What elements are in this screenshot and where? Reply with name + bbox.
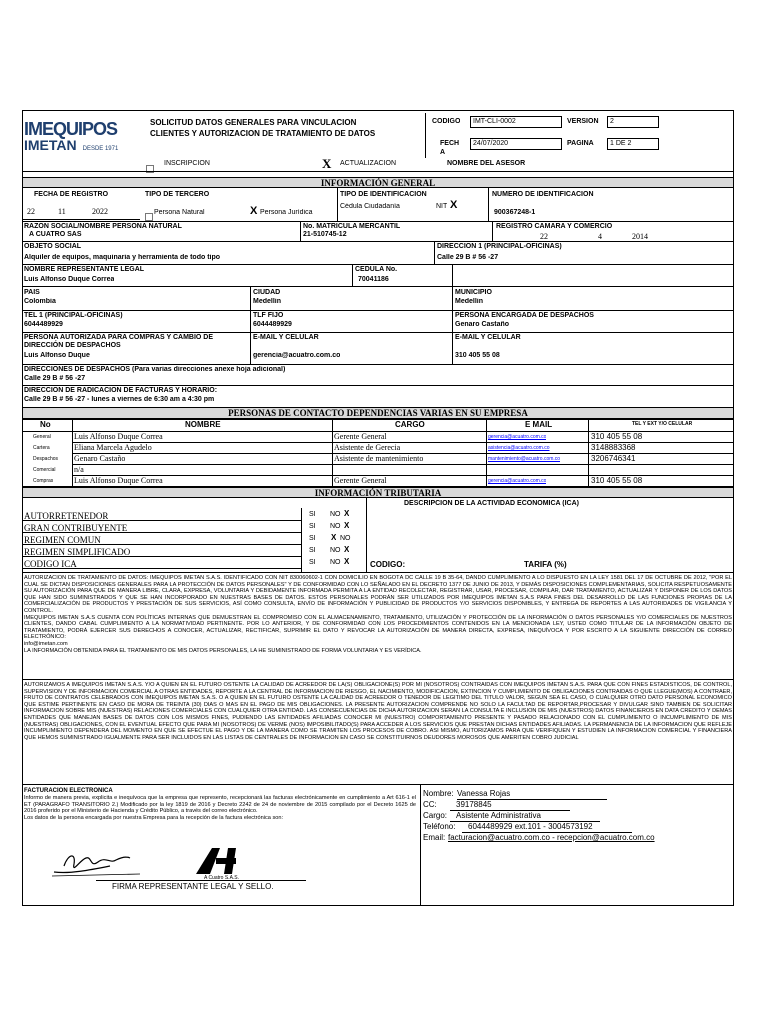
fe-email-value[interactable]: facturacion@acuatro.com.co - recepcion@acuatro.com.co bbox=[448, 833, 655, 842]
facturacion-title: FACTURACION ELECTRONICA bbox=[24, 788, 113, 794]
fecha-dia: 22 bbox=[27, 207, 35, 216]
contact-email[interactable]: gerencia@acuatro.com.co bbox=[488, 478, 547, 484]
logo-sub: IMETAN bbox=[24, 137, 77, 153]
contact-dep: Compras bbox=[33, 478, 54, 484]
representante-label: NOMBRE REPRESENTANTE LEGAL bbox=[24, 266, 145, 273]
contact-dep: Cartera bbox=[33, 445, 50, 451]
tlf-fijo-value: 6044489929 bbox=[253, 321, 292, 328]
trib-row-line bbox=[22, 532, 302, 533]
company-stamp bbox=[192, 844, 252, 880]
company-logo bbox=[24, 120, 134, 158]
municipio-label: MUNICIPIO bbox=[455, 289, 492, 296]
direccion1-label: DIRECCIÓN 1 (PRINCIPAL-OFICINAS) bbox=[437, 243, 562, 250]
contact-nombre: Luis Alfonso Duque Correa bbox=[74, 432, 163, 441]
matricula-label: No. MATRICULA MERCANTIL bbox=[303, 223, 401, 230]
contact-dep: General bbox=[33, 434, 51, 440]
codigo-label: CODIGO bbox=[432, 118, 461, 125]
cedula-no-label: CEDULA No. bbox=[355, 266, 398, 273]
legal-para-1: AUTORIZACIÓN DE TRATAMIENTO DE DATOS: IMEQUIPOS IMETAN S.A.S. IDENTIFICADO CON NIT 830060602-1 CON DOMICILIO EN BOGOTÁ DC CALLE 19 B 35-64, DANDO CUMPLIMIENTO A LO DISPUESTO EN LA LEY 1581 DEL 17 DE OCTUBRE DE 2012, "POR EL CUAL SE DICTAN DISPOSICIONES GENERALES PARA LA PROTECCIÓN DE DATOS PERSONALES" Y DE CONFORMIDAD CON LO SEÑALADO EN EL DECRETO 1377 DE JUNIO DE 2013, Y DEMÁS DISPOSICIONES COMPLEMENTARIAS, SOLICITA RESPETUOSAMENTE SU AUTORIZACIÓN PARA QUE DE MANERA LIBRE, CLARA, EXPRESA, VOLUNTARIA Y DEBIDAMENTE INFORMADA PERMITA A LA ENTIDAD RECOLECTAR, REGISTRAR, USAR, PROCESAR, COMPILAR, DAR TRATAMIENTO, ACTUALIZAR Y DISPONER DE LOS DATOS QUE HAN SIDO SUMINISTRADOS Y QUE SE HAN INCORPORADO EN NUESTRAS BASES DE DATOS. ESTOS PERSONALES PODRÁN SER UTILIZADOS POR IMEQUIPOS IMETAN S.A.S PARA FINES DEL DESARROLLO DE LAS FUNCIONES PROPIAS DE LA COMERCIALIZACIÓN DE PRODUCTOS Y PRESTACIÓN DE SUS SERVICIOS, ASÍ COMO CONSULTA, ENVÍO DE INFORMACIÓN Y PUBLICIDAD DE PRODUCTOS Y/O SERVICIOS DISPONIBLES, Y ENTREGA DE REPORTES A LAS AUTORIDADES DE VIGILANCIA Y CONTROL. bbox=[24, 575, 732, 614]
trib-mark[interactable]: X bbox=[344, 510, 350, 518]
fe-email-label: Email: bbox=[423, 833, 446, 842]
pagina-value: 1 DE 2 bbox=[607, 138, 659, 150]
trib-row-line bbox=[22, 544, 302, 545]
fecha-mes: 11 bbox=[58, 207, 66, 216]
trib-row-line bbox=[22, 520, 302, 521]
persona-juridica-mark[interactable]: X bbox=[250, 205, 258, 217]
email1-label: E-MAIL Y CELULAR bbox=[253, 334, 319, 341]
pagina-label: PAGINA bbox=[567, 140, 594, 147]
inscripcion-label: INSCRIPCIÓN bbox=[164, 160, 210, 167]
contact-cargo: Asistente de mantenimiento bbox=[334, 454, 424, 463]
form-title-line1: SOLICITUD DATOS GENERALES PARA VINCULACION bbox=[150, 118, 357, 127]
inscripcion-checkbox[interactable] bbox=[146, 160, 154, 178]
pais-label: PAIS bbox=[24, 289, 40, 296]
contact-email[interactable]: mantenimiento@acuatro.com.co bbox=[488, 456, 561, 462]
contact-row-divider bbox=[72, 475, 734, 476]
svg-text:A Cuatro S.A.S.: A Cuatro S.A.S. bbox=[204, 875, 240, 880]
trib-si: SI bbox=[309, 559, 316, 566]
representante-value: Luis Alfonso Duque Correa bbox=[24, 276, 115, 283]
contact-nombre: Eliana Marcela Agudelo bbox=[74, 443, 152, 452]
version-label: VERSION bbox=[567, 118, 599, 125]
objeto-label: OBJETO SOCIAL bbox=[24, 243, 82, 250]
form-title-line2: CLIENTES Y AUTORIZACION DE TRATAMIENTO DE DATOS bbox=[150, 129, 376, 138]
logo-since: DESDE 1971 bbox=[82, 146, 119, 152]
despachos-label: PERSONA ENCARGADA DE DESPACHOS bbox=[455, 312, 594, 319]
firma-label: FIRMA REPRESENTANTE LEGAL Y SELLO. bbox=[112, 882, 274, 891]
trib-si: SI bbox=[309, 535, 316, 542]
razon-value: A CUATRO SAS bbox=[29, 231, 82, 238]
fe-nombre-value: Vanessa Rojas bbox=[457, 789, 607, 800]
contact-cargo: Asistente de Gerecia bbox=[334, 443, 401, 452]
trib-si: SI bbox=[309, 523, 316, 530]
persona-natural-label: Persona Natural bbox=[154, 209, 205, 216]
general-section-title: INFORMACIÓN GENERAL bbox=[22, 177, 734, 188]
trib-mark[interactable]: X bbox=[344, 522, 350, 530]
fe-cc-value: 39178845 bbox=[450, 800, 570, 811]
nit-mark[interactable]: X bbox=[450, 199, 458, 211]
trib-label: CODIGO ICA bbox=[24, 559, 77, 569]
trib-mark[interactable]: X bbox=[331, 534, 337, 542]
asesor-label: NOMBRE DEL ASESOR bbox=[447, 160, 526, 167]
dir-despachos-value: Calle 29 B # 56 -27 bbox=[24, 375, 86, 382]
fe-nombre-label: Nombre: bbox=[423, 789, 454, 798]
trib-si: SI bbox=[309, 547, 316, 554]
persona-juridica-label: Persona Jurídica bbox=[260, 209, 313, 216]
registro-label: REGISTRO CAMARA Y COMERCIO bbox=[496, 223, 613, 230]
codigo-value: IMT-CLI-0002 bbox=[470, 116, 562, 128]
registro-anio: 2014 bbox=[632, 232, 648, 241]
pais-value: Colombia bbox=[24, 298, 56, 305]
contact-cargo: Gerente General bbox=[334, 432, 387, 441]
facturacion-text-1: Informo de manera previa, explicita e inequívoca que la empresa que represento, recepcionará las facturas electrónicamente en cumplimiento a Art 616-1 el ET (PARAGRAFO TRANSITORIO 2.) Modificado por la ley 1819 de 2016 y Decreto 2242 de 24 de noviembre de 2015 compilado por el Decreto 1625 de 2016 proferido por el Ministerio de Hacienda y Crédito Público, a través del correo electrónico. bbox=[24, 795, 416, 815]
trib-si: SI bbox=[309, 511, 316, 518]
trib-row-line bbox=[22, 556, 302, 557]
registro-dia: 22 bbox=[540, 232, 548, 241]
trib-row-line bbox=[22, 568, 302, 569]
facturacion-text bbox=[24, 795, 416, 839]
col-tel: TEL Y EXT Y/O CELULAR bbox=[632, 421, 693, 427]
tel1-value: 6044489929 bbox=[24, 321, 63, 328]
registro-mes: 4 bbox=[598, 232, 602, 241]
trib-no: NO bbox=[330, 559, 341, 566]
trib-no: NO bbox=[330, 511, 341, 518]
contact-tel: 310 405 55 08 bbox=[591, 476, 643, 485]
cedula-no-value: 70041186 bbox=[358, 276, 389, 283]
nit-label: NIT bbox=[436, 203, 448, 210]
contact-tel: 310 405 55 08 bbox=[591, 432, 643, 441]
trib-label: REGIMEN COMUN bbox=[24, 535, 101, 545]
contact-cargo: Gerente General bbox=[334, 476, 387, 485]
tipo-id-label: TIPO DE IDENTIFICACIÓN bbox=[340, 191, 427, 198]
actualizacion-label: ACTUALIZACIÓN bbox=[340, 160, 397, 167]
fecha-registro-label: FECHA DE REGISTRO bbox=[34, 191, 109, 198]
contact-dep: Comercial bbox=[33, 467, 56, 473]
num-id-label: NUMERO DE IDENTIFICACIÓN bbox=[492, 191, 594, 198]
fecha-anio: 2022 bbox=[92, 207, 108, 216]
contact-email[interactable]: gerencia@acuatro.com.co bbox=[488, 434, 547, 440]
legal-para-2: IMEQUIPOS IMETAN S.A.S CUENTA CON POLÍTICAS INTERNAS QUE DEMUESTRAN EL COMPROMISO CON EL ALMACENAMIENTO, TRATAMIENTO, UTILIZACIÓN Y PROTECCIÓN DE LA INFORMACIÓN O DATOS PERSONALES Y/O COMERCIALES DE NUESTROS CLIENTES, DANDO CABAL CUMPLIMIENTO A LA NORMATIVIDAD PERTINENTE. POR LO ANTERIOR, Y DE CONFORMIDAD CON LOS PROCEDIMIENTOS CONTENIDOS EN LA MENCIONADA LEY, USTED COMO TITULAR DE LA INFORMACIÓN OBJETO DE TRATAMIENTO, PODRÁ EJERCER SUS DERECHOS A CONOCER, ACTUALIZAR, RECTIFICAR, SUPRIMIR EL DATO Y REVOCAR LA AUTORIZACIÓN DE MANERA DIRECTA, EXPRESA, INEQUÍVOCA Y POR ESCRITO A LA SIGUIENTE DIRECCIÓN DE CORREO ELECTRÓNICO: bbox=[24, 614, 732, 641]
trib-no: NO bbox=[340, 535, 351, 542]
codigo-ica-label: CODIGO: bbox=[370, 561, 406, 569]
tipo-tercero-label: TIPO DE TERCERO bbox=[145, 191, 210, 198]
fe-cargo-label: Cargo: bbox=[423, 811, 448, 820]
contact-row-divider bbox=[72, 442, 734, 443]
despachos-value: Genaro Castaño bbox=[455, 321, 510, 328]
fe-cc-label: CC: bbox=[423, 800, 437, 809]
legal-block-1 bbox=[24, 575, 732, 677]
trib-no: NO bbox=[330, 523, 341, 530]
contact-row-divider bbox=[72, 464, 734, 465]
actividad-label: DESCRIPCION DE LA ACTIVIDAD ECONOMICA (ICA) bbox=[404, 500, 579, 507]
fe-telefono-label: Teléfono: bbox=[423, 822, 456, 831]
legal-para-4: AUTORIZAMOS A IMEQUIPOS IMETAN S.A.S. Y/O A QUIEN EN EL FUTURO OSTENTE LA CALIDAD DE ACREEDOR DE LA(S) OBLIGACIONE(S) POR MI (NOSOTROS) CONTRAIDAS CON IMEQUIPOS IMETAN S.A.S. PARA QUE CON FINES ESTADISTICOS, DE CONTROL, SUPERVISION Y DE INFORMACION COMERCIAL A OTRAS ENTIDADES, REPORTE A LA CENTRAL DE INFORMACION DE RIESGO, EL NACIMIENTO, MODIFICACION, EXTINCION Y CUMPLIMIENTO DE OBLIGACIONES CONTRAIDAS O QUE LLEGUE(MOS) A CONTRAER, FRUTO DE CONTRATOS CELEBRADOS CON IMEQUIPOS IMETAN S.A.S. O A QUIEN EN EL FUTURO OSTENTE LA CALIDAD DE ACREEDOR O TENEDOR DE LEGITIMO DEL TITULO VALOR, SEGUN SEA EL CASO, O CUALQUIER OTRO DATO PERSONAL ECONOMICO QUE ESTIME PERTINENTE EN CASO DE MORA DE TREINTA (30) DIAS O MAS EN EL PAGO DE MIS OBLIGACIONES. LA PRESENTE AUTORIZACION COMPRENDE NO SOLO LA FACULTAD DE REPORTAR,PROCESAR Y DIVULGAR SINO TAMBIEN DE SOLICITAR INFORMACION SOBRE MIS (NUESTRAS) RELACIONES COMERCIALES CON CUALQUIER OTRA ENTIDAD. LAS CONSECUENCIAS DE DICHA AUTORIZACION SERAN LA CONSULTA E INCLUSION DE MIS (NUESTROS) DATOS FINANCIEROS EN DATA CREDITO Y DEMAS ENTIDADES QUE MANEJAN BASES DE DATOS CON LOS MISMOS FINES, PUDIENDO LAS ENTIDADES AFILIADAS CONOCER MI (NUESTRO) COMPORTAMIENTO PRESENTE Y PASADO RELACIONADO CON EL CUMPLIMIENTO O INCUMPLIMIENTO DE MIS (NUESTRAS) OBLIGACIONES, CON EL EVENTUAL EFECTO QUE PARA MI (NOSOTROS) DE VERME (NOS) IMPOSIBILITADO(S) PARA ACCEDER A LOS SERVICIOS QUE PRESTAN DICHAS ENTIDADES AFILIADAS. LA PERMANENCIA DE LA INFORMACION QUE REFLEJE INCUMPLIMIENTO DEPENDERA DEL MOMENTO EN QUE SE EFECTUE EL PAGO Y DE LA MANERA COMO SE TRAMITEN LOS PROCESOS DE COBRO. ASI MISMO, AUTORIZAMOS PARA QUE VERIFIQUEN Y ESTUDIEN LA INFORMACION COMERCIAL Y FINANCIERA QUE HEMOS SUMINISTRADO IGUALMENTE PARA SER INCLUIDOS EN LAS LISTAS DE CENTRALES DE INFORMACION EN CASO SE CONSTITUIRNOS DEUDORES MOROSOS QUE AMERITEN COBRO JUDICIAL bbox=[24, 682, 732, 741]
email2-value: 310 405 55 08 bbox=[455, 352, 500, 359]
cedula-label: Cédula Ciudadanía bbox=[340, 203, 400, 210]
col-email: E MAIL bbox=[525, 421, 553, 429]
col-no: No bbox=[40, 421, 51, 429]
trib-mark[interactable]: X bbox=[344, 558, 350, 566]
tlf-fijo-label: TLF FIJO bbox=[253, 312, 284, 319]
col-cargo: CARGO bbox=[395, 421, 425, 429]
contact-dep: Despachos bbox=[33, 456, 59, 462]
trib-label: GRAN CONTRIBUYENTE bbox=[24, 523, 128, 533]
razon-label: RAZÓN SOCIAL/NOMBRE PERSONA NATURAL bbox=[24, 223, 182, 230]
contacts-section-title: PERSONAS DE CONTACTO DEPENDENCIAS VARIAS EN SU EMPRESA bbox=[22, 407, 734, 419]
fecha-label: FECH A bbox=[440, 140, 460, 156]
logo-text: IMEQUIPOS bbox=[24, 119, 118, 139]
contact-tel: 3206746341 bbox=[591, 454, 636, 463]
contact-email[interactable]: asistencia@acuatro.com.co bbox=[488, 445, 550, 451]
autorizada-label: PERSONA AUTORIZADA PARA COMPRAS Y CAMBIO DE DIRECCIÓN DE DESPACHOS bbox=[24, 334, 214, 349]
autorizada-value: Luis Alfonso Duque bbox=[24, 352, 90, 359]
tel1-label: TEL 1 (PRINCIPAL-OFICINAS) bbox=[24, 312, 123, 319]
contact-tel: 3148883368 bbox=[591, 443, 636, 452]
trib-mark[interactable]: X bbox=[344, 546, 350, 554]
actualizacion-mark[interactable]: X bbox=[322, 156, 332, 171]
ciudad-label: CIUDAD bbox=[253, 289, 281, 296]
trib-label: REGIMEN SIMPLIFICADO bbox=[24, 547, 131, 557]
dir-radicacion-value: Calle 29 B # 56 -27 - lunes a viernes de 6:30 am a 4:30 pm bbox=[24, 396, 215, 403]
legal-email: info@imetan.com bbox=[24, 640, 68, 647]
dir-radicacion-label: DIRECCION DE RADICACION DE FACTURAS Y HORARIO: bbox=[24, 387, 218, 394]
fe-telefono-value: 6044489929 ext.101 - 3004573192 bbox=[462, 822, 632, 833]
trib-no: NO bbox=[330, 547, 341, 554]
dir-despachos-label: DIRECCIONES DE DESPACHOS (Para varias direcciones anexe hoja adicional) bbox=[24, 366, 286, 373]
direccion1-value: Calle 29 B # 56 -27 bbox=[437, 254, 499, 261]
contact-nombre: Genaro Castaño bbox=[74, 454, 126, 463]
fe-cargo-value: Asistente Administrativa bbox=[450, 811, 600, 822]
col-nombre: NOMBRE bbox=[185, 421, 221, 429]
signature bbox=[50, 846, 160, 880]
email2-label: E-MAIL Y CELULAR bbox=[455, 334, 521, 341]
num-id-value: 900367248-1 bbox=[494, 209, 536, 216]
municipio-value: Medellin bbox=[455, 298, 484, 305]
matricula-value: 21-510745-12 bbox=[303, 231, 347, 238]
objeto-value: Alquiler de equipos, maquinaria y herramienta de todo tipo bbox=[24, 254, 221, 261]
trib-label: AUTORRETENEDOR bbox=[24, 511, 109, 521]
tributaria-section-title: INFORMACIÓN TRIBUTARIA bbox=[22, 487, 734, 498]
legal-para-3: LA INFORMACIÓN OBTENIDA PARA EL TRATAMIENTO DE MIS DATOS PERSONALES, LA HE SUMINISTRADO DE FORMA VOLUNTARIA Y ES VERÍDICA. bbox=[24, 647, 422, 654]
version-value: 2 bbox=[607, 116, 659, 128]
facturacion-text-2: Los datos de la persona encargada por nuestra Empresa para la recepción de la factura electrónica son: bbox=[24, 814, 284, 821]
fecha-value: 24/07/2020 bbox=[470, 138, 562, 150]
contact-nombre: Luis Alfonso Duque Correa bbox=[74, 476, 163, 485]
contact-row-divider bbox=[72, 453, 734, 454]
tarifa-label: TARIFA (%) bbox=[524, 561, 567, 569]
contact-nombre: n/a bbox=[74, 465, 84, 474]
legal-block-2 bbox=[24, 682, 732, 784]
email1-value: gerencia@acuatro.com.co bbox=[253, 352, 341, 359]
ciudad-value: Medellin bbox=[253, 298, 282, 305]
